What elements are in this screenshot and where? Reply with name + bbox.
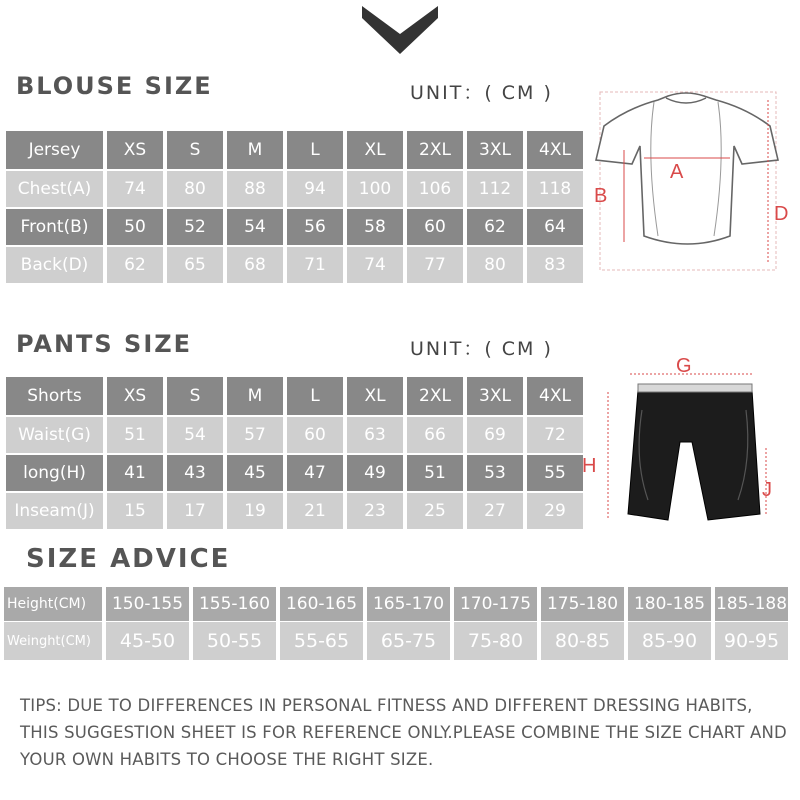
jersey-diagram: [584, 86, 790, 278]
blouse-size-heading: BLOUSE SIZE: [16, 72, 213, 100]
table-cell: 63: [347, 417, 403, 453]
table-cell: 100: [347, 171, 403, 207]
blouse-size-table: [6, 131, 583, 283]
table-header-cell: 2XL: [407, 377, 463, 415]
table-cell: 88: [227, 171, 283, 207]
table-cell: 55: [527, 455, 583, 491]
table-header-cell: XS: [107, 131, 163, 169]
table-cell: 170-175: [454, 587, 537, 621]
table-cell: 62: [107, 247, 163, 283]
table-cell: 80: [467, 247, 523, 283]
table-cell: 69: [467, 417, 523, 453]
blouse-unit-label: UNIT：( CM ): [410, 82, 553, 104]
table-header-cell: L: [287, 131, 343, 169]
table-header-cell: L: [287, 377, 343, 415]
table-cell: 118: [527, 171, 583, 207]
table-cell: 75-80: [454, 622, 537, 660]
table-cell: 60: [287, 417, 343, 453]
table-cell: 41: [107, 455, 163, 491]
table-cell: 175-180: [541, 587, 624, 621]
table-cell: 60: [407, 209, 463, 245]
table-cell: 55-65: [280, 622, 363, 660]
inseam-j-label: J: [762, 479, 772, 501]
table-header-cell: 3XL: [467, 131, 523, 169]
table-header-cell: XL: [347, 131, 403, 169]
table-header-cell: XL: [347, 377, 403, 415]
table-cell: 25: [407, 493, 463, 529]
table-cell: 45: [227, 455, 283, 491]
table-cell: 57: [227, 417, 283, 453]
size-advice-heading: SIZE ADVICE: [26, 544, 231, 574]
table-cell: 19: [227, 493, 283, 529]
table-cell: 155-160: [193, 587, 276, 621]
table-cell: 83: [527, 247, 583, 283]
table-cell: 71: [287, 247, 343, 283]
table-cell: 77: [407, 247, 463, 283]
table-cell: long(H): [6, 455, 103, 491]
table-cell: 68: [227, 247, 283, 283]
table-cell: 52: [167, 209, 223, 245]
size-advice-table: [4, 587, 788, 660]
table-cell: 106: [407, 171, 463, 207]
table-cell: 15: [107, 493, 163, 529]
weight-row-label: Weinght(CM): [4, 622, 102, 660]
table-header-cell: Jersey: [6, 131, 103, 169]
table-cell: 62: [467, 209, 523, 245]
table-cell: 21: [287, 493, 343, 529]
table-cell: 66: [407, 417, 463, 453]
table-cell: 65: [167, 247, 223, 283]
table-header-cell: XS: [107, 377, 163, 415]
table-cell: 54: [167, 417, 223, 453]
table-cell: 90-95: [715, 622, 788, 660]
table-cell: 74: [107, 171, 163, 207]
front-b-label: B: [594, 185, 608, 207]
table-cell: 85-90: [628, 622, 711, 660]
table-cell: 112: [467, 171, 523, 207]
table-cell: 165-170: [367, 587, 450, 621]
table-cell: 180-185: [628, 587, 711, 621]
table-cell: 160-165: [280, 587, 363, 621]
table-cell: 54: [227, 209, 283, 245]
table-header-cell: M: [227, 131, 283, 169]
table-cell: 51: [107, 417, 163, 453]
table-header-cell: 4XL: [527, 131, 583, 169]
table-cell: 56: [287, 209, 343, 245]
pants-size-heading: PANTS SIZE: [16, 330, 193, 358]
shorts-diagram: [576, 350, 790, 530]
table-cell: 58: [347, 209, 403, 245]
table-cell: Front(B): [6, 209, 103, 245]
table-cell: 72: [527, 417, 583, 453]
chest-a-label: A: [670, 161, 684, 183]
table-cell: 50: [107, 209, 163, 245]
height-row-label: Height(CM): [4, 587, 102, 621]
down-arrow-icon: [356, 4, 444, 56]
table-cell: 17: [167, 493, 223, 529]
pants-unit-label: UNIT：( CM ): [410, 338, 553, 360]
table-header-cell: S: [167, 377, 223, 415]
pants-size-table: [6, 377, 583, 529]
table-cell: 23: [347, 493, 403, 529]
long-h-label: H: [582, 455, 597, 477]
table-cell: 65-75: [367, 622, 450, 660]
table-cell: 94: [287, 171, 343, 207]
table-cell: 150-155: [106, 587, 189, 621]
tips-text: TIPS: DUE TO DIFFERENCES IN PERSONAL FITNESS AND DIFFERENT DRESSING HABITS, THIS SUGGESTION SHEET IS FOR REFERENCE ONLY.PLEASE COMBINE THE SIZE CHART AND YOUR OWN HABITS TO CHOOSE THE RIGHT SIZE.: [20, 696, 787, 769]
table-header-cell: 2XL: [407, 131, 463, 169]
table-cell: 80-85: [541, 622, 624, 660]
table-cell: 43: [167, 455, 223, 491]
table-cell: Waist(G): [6, 417, 103, 453]
table-header-cell: S: [167, 131, 223, 169]
table-cell: 64: [527, 209, 583, 245]
back-d-label: D: [774, 203, 789, 225]
table-cell: 80: [167, 171, 223, 207]
table-header-cell: 3XL: [467, 377, 523, 415]
table-cell: 29: [527, 493, 583, 529]
table-cell: 50-55: [193, 622, 276, 660]
table-cell: 74: [347, 247, 403, 283]
table-cell: Chest(A): [6, 171, 103, 207]
table-cell: 47: [287, 455, 343, 491]
table-cell: Back(D): [6, 247, 103, 283]
table-header-cell: 4XL: [527, 377, 583, 415]
waist-g-label: G: [676, 355, 692, 377]
table-header-cell: M: [227, 377, 283, 415]
table-cell: 185-188: [715, 587, 788, 621]
table-cell: 49: [347, 455, 403, 491]
table-cell: 51: [407, 455, 463, 491]
table-cell: 45-50: [106, 622, 189, 660]
table-header-cell: Shorts: [6, 377, 103, 415]
table-cell: Inseam(J): [6, 493, 103, 529]
table-cell: 27: [467, 493, 523, 529]
table-cell: 53: [467, 455, 523, 491]
